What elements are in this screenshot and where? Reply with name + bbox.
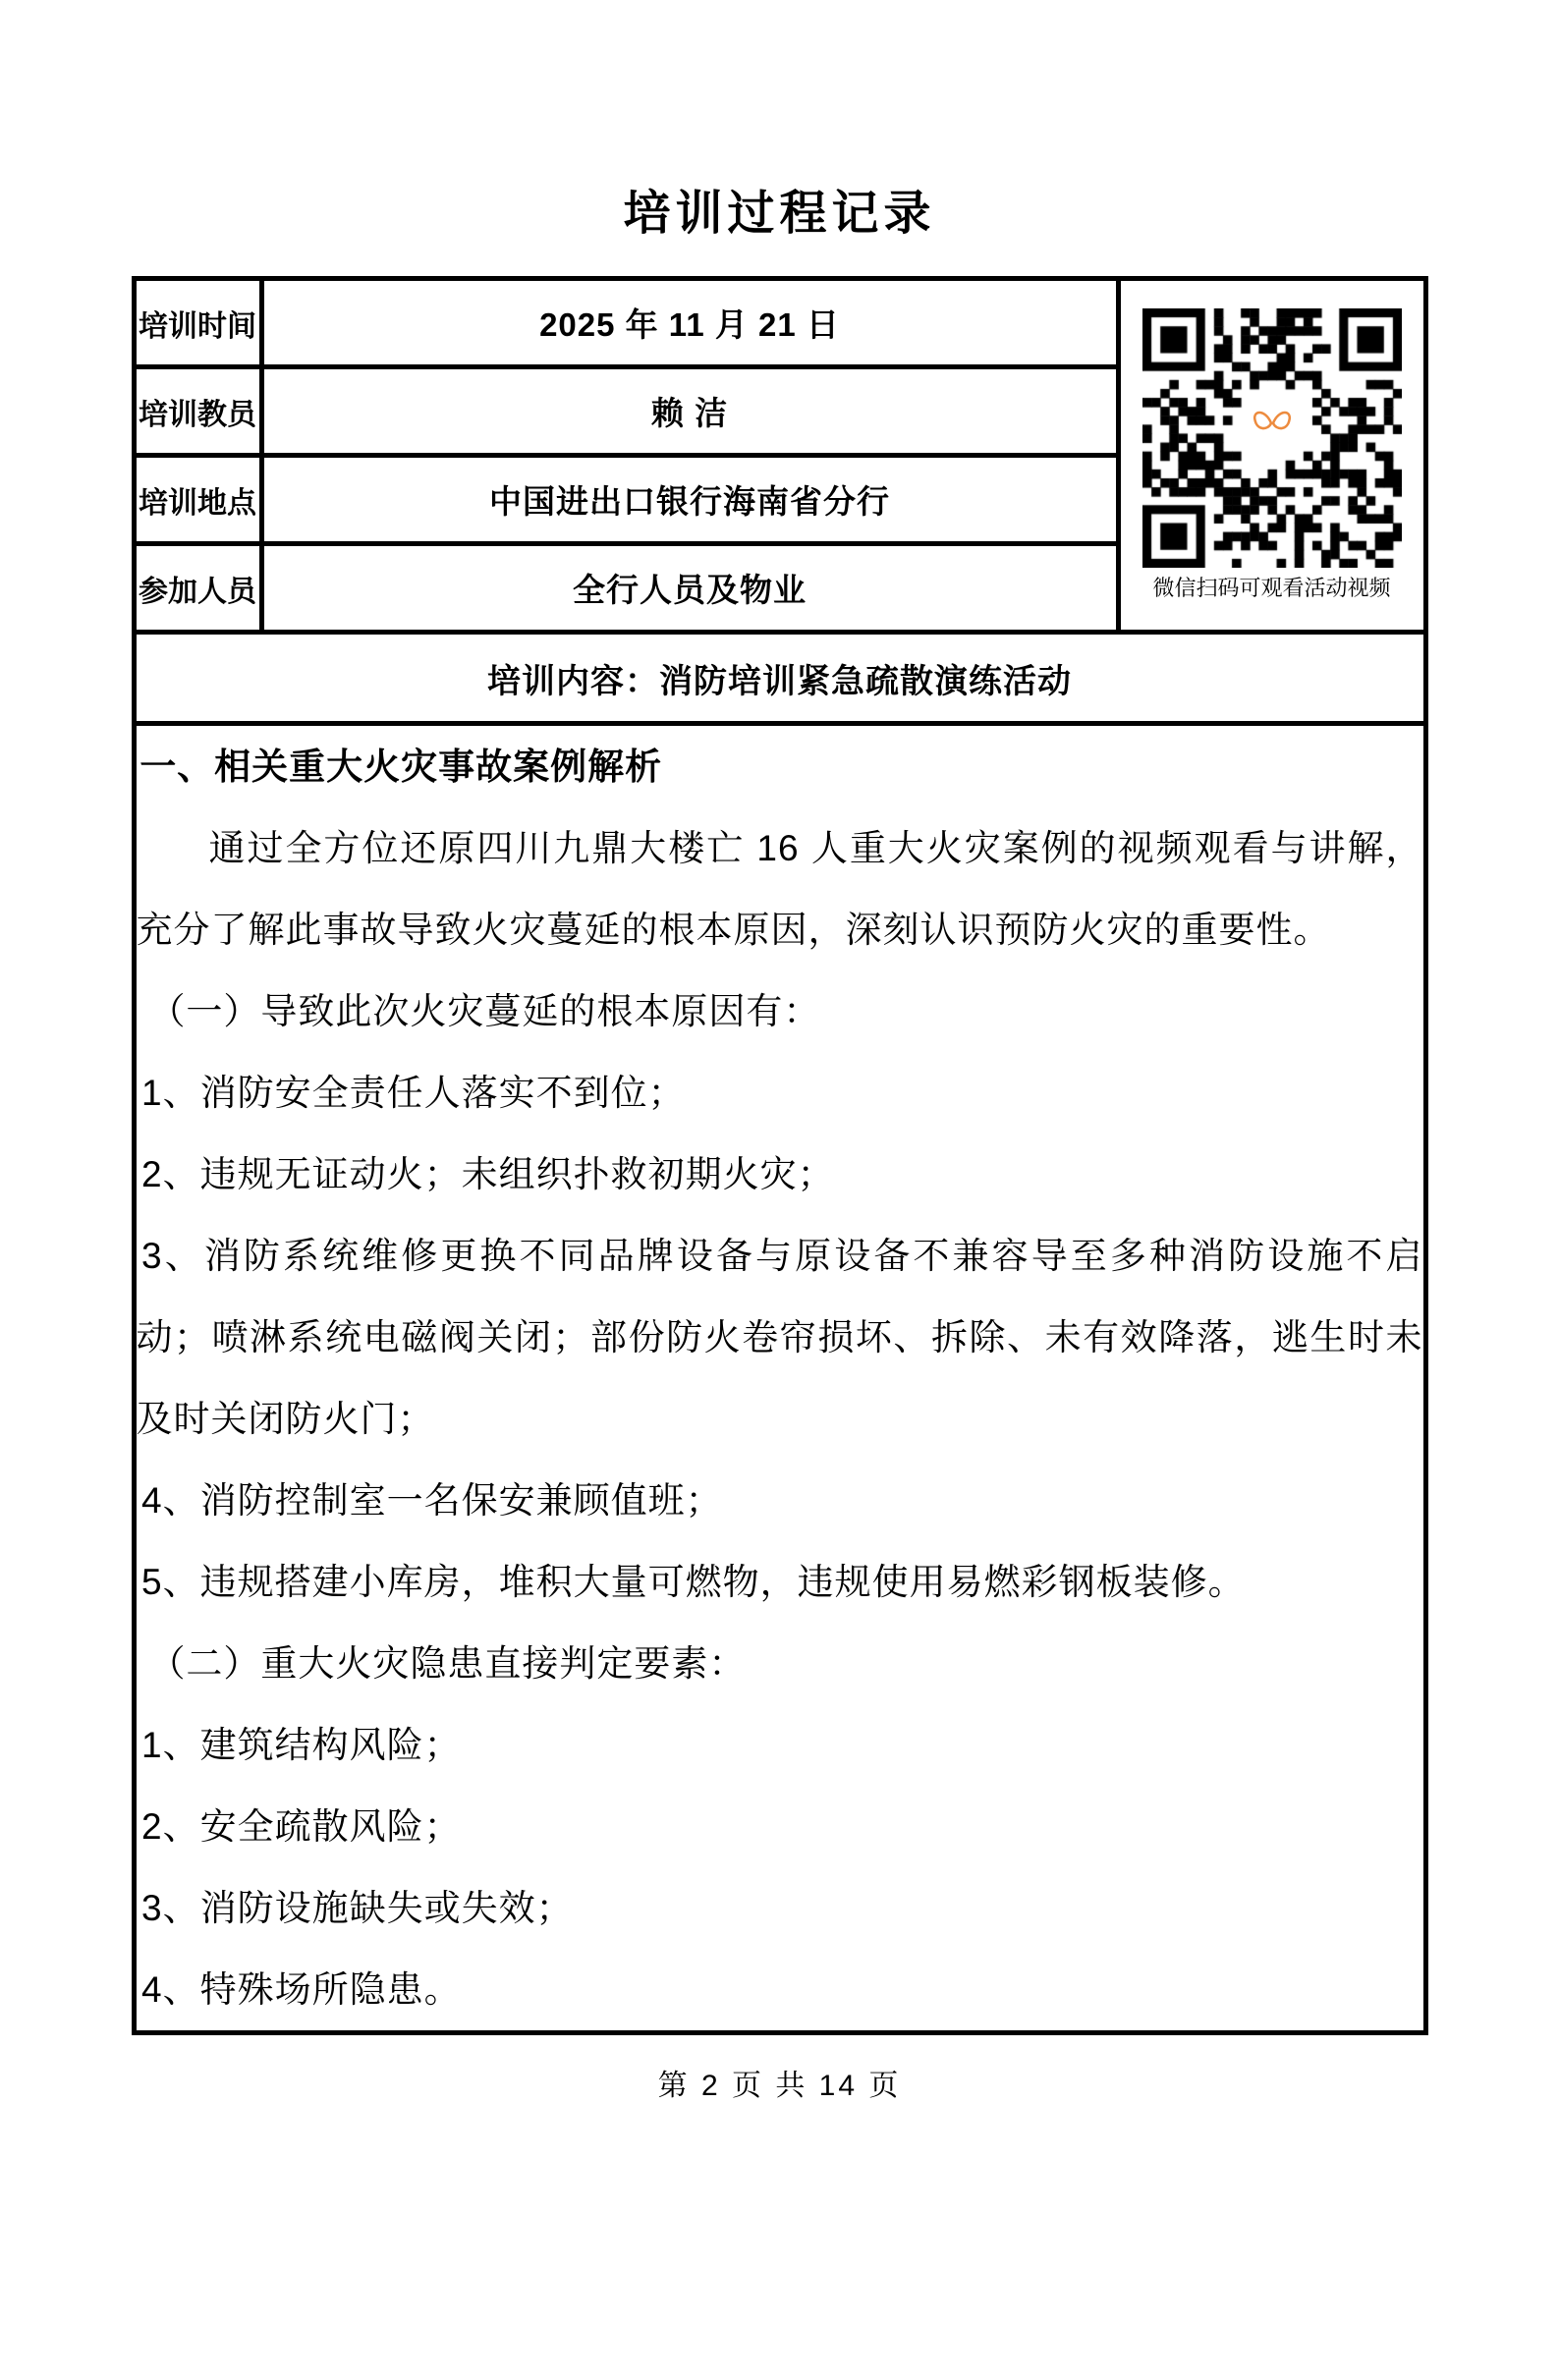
label-training-location: 培训地点: [134, 456, 261, 544]
qr-caption: 微信扫码可观看活动视频: [1152, 576, 1391, 600]
qr-cell: [1118, 279, 1425, 633]
table-row: [134, 633, 1425, 724]
intro-paragraph: 通过全方位还原四川九鼎大楼亡 16 人重大火灾案例的视频观看与讲解，充分了解此事故导致火灾蔓延的根本原因，深刻认识预防火灾的重要性。: [136, 828, 1423, 950]
table-row: [134, 279, 1425, 367]
sub2-heading: （二）重大火灾隐患直接判定要素：: [148, 1643, 747, 1684]
section1-heading: 一、相关重大火灾事故案例解析: [139, 747, 663, 787]
list-item: 3、消防系统维修更换不同品牌设备与原设备不兼容导至多种消防设施不启动；喷淋系统电磁阀关闭；部份防火卷帘损坏、拆除、未有效降落，逃生时未及时关闭防火门；: [136, 1236, 1423, 1439]
list-item: 5、违规搭建小库房，堆积大量可燃物，违规使用易燃彩钢板装修。: [141, 1562, 1246, 1602]
label-training-instructor: 培训教员: [134, 367, 261, 456]
table-row: [134, 724, 1425, 2033]
training-record-body: [134, 724, 1425, 2033]
list-item: 3、消防设施缺失或失效；: [141, 1888, 574, 1928]
list-item: 1、消防安全责任人落实不到位；: [141, 1073, 686, 1113]
list-item: 4、特殊场所隐患。: [141, 1969, 462, 2010]
value-training-time: 2025 年 11 月 21 日: [261, 279, 1118, 367]
label-training-time: 培训时间: [134, 279, 261, 367]
list-item: 2、安全疏散风险；: [141, 1806, 462, 1847]
qr-code: [1142, 308, 1402, 568]
page-number: 第 2 页 共 14 页: [657, 2070, 902, 2102]
training-record-table: [132, 276, 1428, 2035]
list-item: 2、违规无证动火；未组织扑救初期火灾；: [141, 1154, 835, 1194]
value-training-location: 中国进出口银行海南省分行: [261, 456, 1118, 544]
list-item: 1、建筑结构风险；: [141, 1725, 462, 1765]
label-participants: 参加人员: [134, 544, 261, 633]
training-content-row: 培训内容：消防培训紧急疏散演练活动: [134, 633, 1425, 724]
sub1-heading: （一）导致此次火灾蔓延的根本原因有：: [148, 991, 821, 1031]
wechat-channels-butterfly-icon: [1244, 392, 1301, 449]
value-participants: 全行人员及物业: [261, 544, 1118, 633]
value-training-instructor: 赖 洁: [261, 367, 1118, 456]
list-item: 4、消防控制室一名保安兼顾值班；: [141, 1480, 723, 1521]
page-title: 培训过程记录: [623, 188, 936, 240]
